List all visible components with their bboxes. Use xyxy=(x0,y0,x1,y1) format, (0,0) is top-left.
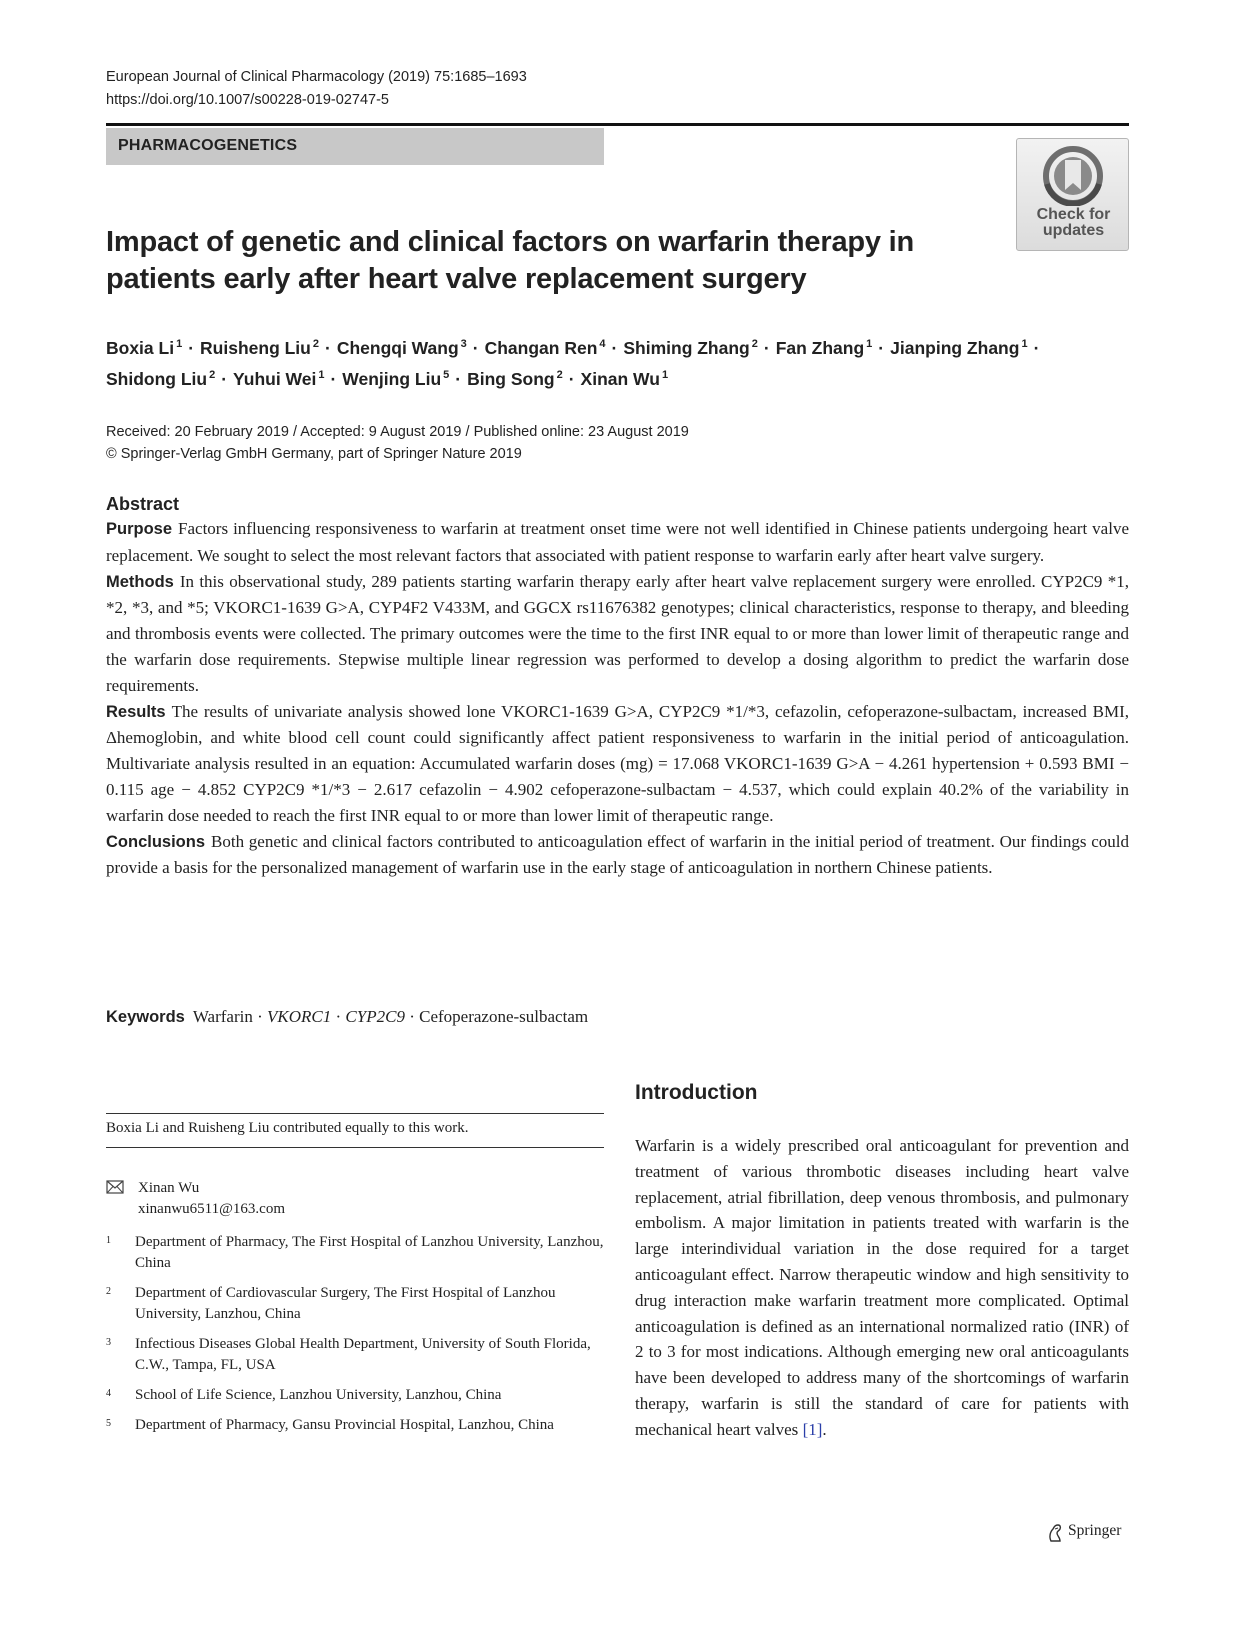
author-affiliation-number: 5 xyxy=(443,369,450,381)
check-for-updates-button[interactable] xyxy=(1016,138,1129,251)
crossmark-icon xyxy=(1043,146,1103,206)
methods-text: In this observational study, 289 patients starting warfarin therapy early after heart valve replacement surgery were enrolled. CYP2C9 *1, *2, *3, and *5; VKORC1-1639 G>A, CYP4F2 V433M, and GGCX rs11676382 genotypes; clinical characteristics, response to therapy, and bleeding and thrombosis events were collected. The primary outcomes were the time to the first INR equal to or more than lower limit of therapeutic range and the warfarin dose requirements. Stepwise multiple linear regression was performed to develop a dosing algorithm to predict the warfarin dose requirements. xyxy=(106,571,1129,695)
author-affiliation-number: 4 xyxy=(599,338,606,350)
author-affiliation-number: 2 xyxy=(751,338,758,350)
introduction-body: Warfarin is a widely prescribed oral anticoagulant for prevention and treatment of various thrombotic diseases including heart valve replacement, atrial fibrillation, deep venous thrombosis, and pulmonary embolism. A major limitation in patients treated with warfarin is the large interindividual variation in the dose required for a target anticoagulant effect. Narrow therapeutic window and high sensitivity to drug interaction make warfarin treatment more complicated. Optimal anticoagulation is defined as an international normalized ratio (INR) of 2 to 3 for most indications. Although emerging new oral anticoagulants have been developed to address many of the shortcomings of warfarin therapy, warfarin is still the standard of care for patients with mechanical heart valves [1]. xyxy=(635,1136,1129,1439)
author-name[interactable]: Xinan Wu xyxy=(580,369,660,389)
keywords-label: Keywords xyxy=(106,1008,185,1026)
keyword: VKORC1 xyxy=(267,1007,332,1026)
abstract-methods xyxy=(106,569,1129,699)
author-separator: · xyxy=(1033,338,1040,358)
author-affiliation-number: 2 xyxy=(209,369,216,381)
author-separator: · xyxy=(472,338,479,358)
abstract-conclusions xyxy=(106,829,1129,882)
introduction-text: Warfarin is a widely prescribed oral anticoagulant for prevention and treatment of various thrombotic diseases including heart valve replacement, atrial fibrillation, deep venous thrombosis, and pulmonary embolism. A major limitation in patients treated with warfarin is the large interindividual variation in the dose required for a target anticoagulant effect. Narrow therapeutic window and high sensitivity to drug interaction make warfarin treatment more complicated. Optimal anticoagulation is defined as an international normalized ratio (INR) of 2 to 3 for most indications. Although emerging new oral anticoagulants have been developed to address many of the shortcomings of warfarin therapy, warfarin is still the standard of care for patients with mechanical heart valves xyxy=(635,1136,1129,1439)
corresponding-name: Xinan Wu xyxy=(138,1180,200,1196)
publication-history xyxy=(106,421,689,465)
footnote-divider xyxy=(106,1113,604,1114)
results-text: The results of univariate analysis showed lone VKORC1-1639 G>A, CYP2C9 *1/*3, cefazolin, cefoperazone-sulbactam, increased BMI, Δhemoglobin, and white blood cell count could significantly affect patient responsiveness to warfarin in the initial period of anticoagulation. Multivariate analysis resulted in an equation: Accumulated warfarin doses (mg) = 17.068 VKORC1-1639 G>A − 4.261 hypertension + 0.593 BMI − 0.115 age − 4.852 CYP2C9 *1/*3 − 2.617 cefazolin − 4.902 cefoperazone-sulbactam − 4.537, which could explain 40.2% of the variability in warfarin dose needed to reach the first INR equal to or more than lower limit of therapeutic range. xyxy=(106,701,1129,825)
author-name[interactable]: Shidong Liu xyxy=(106,369,208,389)
abstract-purpose xyxy=(106,516,1129,569)
dates-line: Received: 20 February 2019 / Accepted: 9 August 2019 / Published online: 23 August 2019 xyxy=(106,424,689,440)
journal-citation: European Journal of Clinical Pharmacology (2019) 75:1685–1693 xyxy=(106,69,527,85)
publisher-name: Springer xyxy=(1068,1522,1122,1539)
section-label: PHARMACOGENETICS xyxy=(118,137,298,154)
author-name[interactable]: Yuhui Wei xyxy=(233,369,317,389)
purpose-label: Purpose xyxy=(106,520,173,538)
author-name[interactable]: Wenjing Liu xyxy=(342,369,442,389)
section-banner xyxy=(106,128,604,165)
keywords-list xyxy=(193,1007,588,1026)
keywords xyxy=(106,1005,588,1029)
abstract xyxy=(106,492,1129,881)
springer-horse-icon xyxy=(1046,1523,1064,1543)
author-affiliation-number: 1 xyxy=(176,338,183,350)
author-name[interactable]: Jianping Zhang xyxy=(890,338,1020,358)
author-name[interactable]: Ruisheng Liu xyxy=(200,338,311,358)
author-separator: · xyxy=(455,369,462,389)
abstract-heading: Abstract xyxy=(106,494,180,514)
envelope-icon xyxy=(106,1180,124,1194)
author-list xyxy=(106,331,1136,393)
equal-contribution-note: Boxia Li and Ruisheng Liu contributed equally to this work. xyxy=(106,1120,469,1136)
abstract-results xyxy=(106,699,1129,829)
keyword-separator: · xyxy=(331,1007,346,1026)
author-separator: · xyxy=(188,338,195,358)
author-affiliation-number: 1 xyxy=(1021,338,1028,350)
author-affiliation-number: 3 xyxy=(460,338,467,350)
keyword: CYP2C9 xyxy=(345,1007,405,1026)
author-separator: · xyxy=(611,338,618,358)
introduction-heading: Introduction xyxy=(635,1081,758,1104)
results-label: Results xyxy=(106,702,166,721)
author-name[interactable]: Bing Song xyxy=(467,369,555,389)
keyword: Cefoperazone-sulbactam xyxy=(419,1007,589,1026)
author-separator: · xyxy=(221,369,228,389)
crossmark-label: Check for updates xyxy=(1036,206,1111,239)
author-affiliation-number: 1 xyxy=(866,338,873,350)
author-name[interactable]: Chengqi Wang xyxy=(336,338,459,358)
author-name[interactable]: Fan Zhang xyxy=(775,338,865,358)
author-affiliation-number: 1 xyxy=(661,369,669,381)
conclusions-label: Conclusions xyxy=(106,832,206,851)
doi-link[interactable]: https://doi.org/10.1007/s00228-019-02747-5 xyxy=(106,92,389,108)
methods-label: Methods xyxy=(106,572,174,591)
copyright-line: © Springer-Verlag GmbH Germany, part of Springer Nature 2019 xyxy=(106,446,522,462)
author-name[interactable]: Shiming Zhang xyxy=(623,338,750,358)
keyword: Warfarin xyxy=(192,1007,253,1026)
conclusions-text: Both genetic and clinical factors contributed to anticoagulation effect of warfarin in the initial period of treatment. Our findings could provide a basis for the personalized management of warfarin use in the early stage of anticoagulation in northern Chinese patients. xyxy=(106,831,1129,878)
purpose-text: Factors influencing responsiveness to warfarin at treatment onset time were not well identified in Chinese patients undergoing heart valve replacement. We sought to select the most relevant factors that associated with patient response to warfarin early after heart valve surgery. xyxy=(106,519,1129,565)
author-separator: · xyxy=(324,338,331,358)
footnote-divider-2 xyxy=(106,1147,604,1148)
author-affiliation-number: 2 xyxy=(556,369,563,381)
author-name[interactable]: Boxia Li xyxy=(106,338,175,358)
author-separator: · xyxy=(763,338,770,358)
article-title: Impact of genetic and clinical factors on warfarin therapy in patients early after heart valve replacement surgery xyxy=(106,226,915,295)
author-separator: · xyxy=(568,369,575,389)
keyword-separator: · xyxy=(252,1007,268,1026)
reference-link[interactable]: [1] xyxy=(802,1419,823,1439)
author-separator: · xyxy=(878,338,885,358)
author-affiliation-number: 2 xyxy=(312,338,319,350)
author-affiliation-number: 1 xyxy=(318,369,325,381)
author-separator: · xyxy=(330,369,337,389)
keyword-separator: · xyxy=(404,1007,420,1026)
author-name[interactable]: Changan Ren xyxy=(484,338,598,358)
header-rule xyxy=(106,123,1129,126)
journal-header xyxy=(106,66,527,112)
corresponding-email[interactable]: xinanwu6511@163.com xyxy=(138,1201,285,1217)
